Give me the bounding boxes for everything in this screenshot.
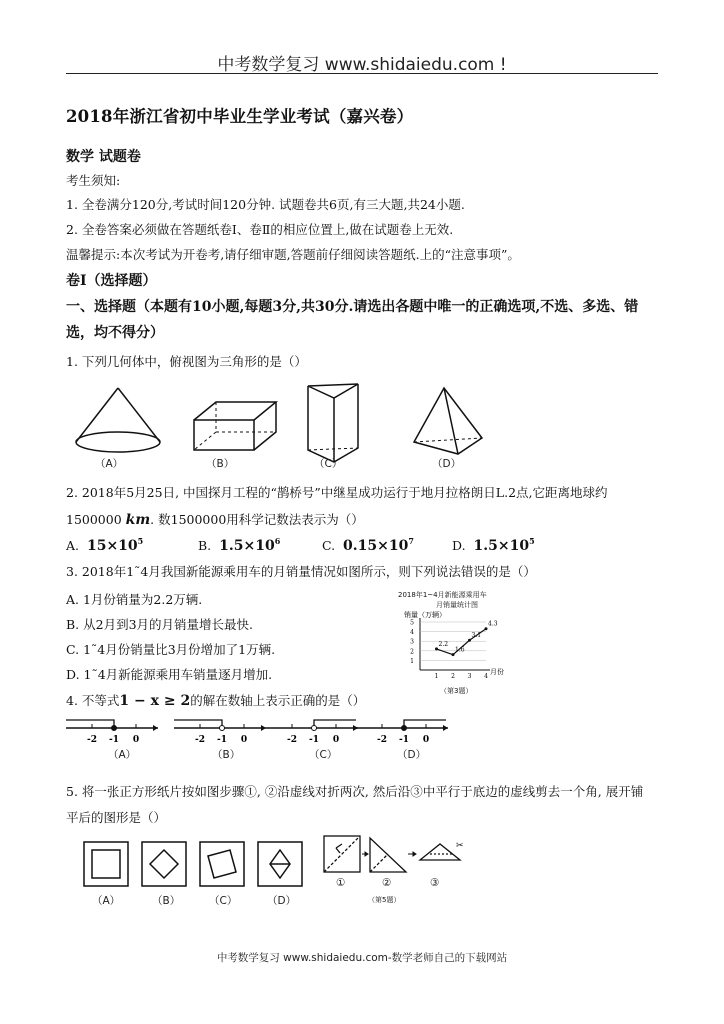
solution-ray xyxy=(174,720,222,728)
number-line-tick-label: -2 xyxy=(195,735,205,745)
header-rule xyxy=(66,73,658,74)
q2-number: 1500000 xyxy=(66,512,122,527)
number-line-tick-label: -2 xyxy=(87,735,97,745)
q5-caption-c: （C） xyxy=(209,895,238,907)
q1-caption-b: （B） xyxy=(206,458,235,470)
notice-item-1: 1. 全卷满分120分,考试时间120分钟. 试题卷共6页,有三大题,共24小题. xyxy=(66,197,465,212)
q5-caption-a: （A） xyxy=(92,895,121,907)
q3-option-c: C. 1˜4月份销量比3月份增加了1万辆. xyxy=(66,642,276,657)
number-line-tick-label: -1 xyxy=(309,735,319,745)
q2-option-b: B. $1.5\times 10^6$ xyxy=(198,536,281,554)
number-line-tick-label: 0 xyxy=(422,735,430,745)
q5-step-3-label: ③ xyxy=(430,877,440,889)
q5-step-2-label: ② xyxy=(382,877,392,889)
q5-caption-b: （B） xyxy=(152,895,181,907)
chart-x-tick-label: 4 xyxy=(484,673,488,680)
number-line-tick-label: -2 xyxy=(287,735,297,745)
chart-title-line2: 月销量统计图 xyxy=(436,601,478,609)
section-title: 卷Ⅰ（选择题） xyxy=(66,273,157,289)
chart-y-tick-label: 3 xyxy=(410,638,414,646)
number-line-tick-label: -1 xyxy=(217,735,227,745)
q2-option-a: A. $15\times 10^5$ xyxy=(66,536,144,554)
q5-step2-figure xyxy=(370,838,406,872)
q5-step1-figure xyxy=(324,836,360,872)
q5-option-d-figure xyxy=(258,842,302,886)
notice-tip: 温馨提示:本次考试为开卷考,请仔细审题,答题前仔细阅读答题纸.上的“注意事项”。 xyxy=(66,247,520,262)
q1-caption-d: （D） xyxy=(432,458,462,470)
q4-caption-c: （C） xyxy=(309,749,338,761)
q3-stem: 3. 2018年1˜4月我国新能源乘用车的月销量情况如图所示，则下列说法错误的是（） xyxy=(66,564,536,579)
chart-y-tick-label: 1 xyxy=(410,657,414,665)
number-line-arrow xyxy=(261,725,266,731)
q4-caption-d: （D） xyxy=(397,749,427,761)
q4-number-lines xyxy=(66,716,666,758)
chart-x-tick-label: 1 xyxy=(434,673,439,680)
chart-data-label: 1.6 xyxy=(455,646,465,654)
solution-ray xyxy=(314,720,356,728)
solution-ray xyxy=(404,720,446,728)
page-header: 中考数学复习 www.shidaiedu.com ! xyxy=(217,55,507,75)
q5-stem-line1: 5. 将一张正方形纸片按如图步骤①, ②沿虚线对折两次, 然后沿③中平行于底边的虚线剪去一个角, 展开铺 xyxy=(66,784,644,799)
q2-question: . 数1500000用科学记数法表示为（） xyxy=(150,512,364,527)
q4-number-line-a xyxy=(66,720,158,745)
cone-figure xyxy=(76,388,160,452)
q5-option-b-figure xyxy=(142,842,186,886)
q2-stem-line1: 2. 2018年5月25日, 中国探月工程的“鹊桥号”中继星成功运行于地月拉格朗日L.2点,它距离地球约 xyxy=(66,485,608,500)
q3-option-d: D. 1˜4月新能源乘用车销量逐月增加. xyxy=(66,667,273,682)
section-instruction-2: 选，均不得分） xyxy=(66,325,164,341)
exam-title: 2018年浙江省初中毕业生学业考试（嘉兴卷） xyxy=(66,107,414,126)
chart-x-tick-label: 2 xyxy=(451,673,455,680)
q4-stem: 4. 不等式1 − x ≥ 2的解在数轴上表示正确的是（） xyxy=(66,693,366,709)
number-line-arrow xyxy=(153,725,158,731)
q4-caption-b: （B） xyxy=(212,749,241,761)
q1-stem: 1. 下列几何体中，俯视图为三角形的是（） xyxy=(66,354,307,369)
number-line-tick-label: -1 xyxy=(109,735,119,745)
chart-ylabel: 销量（万辆） xyxy=(404,611,446,619)
solution-ray xyxy=(66,720,114,728)
solution-endpoint xyxy=(402,726,407,731)
q4-number-line-d xyxy=(356,720,448,745)
q2-stem-line2 xyxy=(66,510,364,528)
chart-y-tick-label: 4 xyxy=(410,629,414,637)
number-line-tick-label: 0 xyxy=(240,735,248,745)
q5-caption-d: （D） xyxy=(267,895,297,907)
chart-caption: （第3题） xyxy=(440,687,473,695)
chart-title-line1: 2018年1~4月新能源乘用车 xyxy=(398,591,487,599)
q2-option-c: C. $0.15\times 10^7$ xyxy=(322,536,414,554)
notice-heading: 考生须知: xyxy=(66,173,121,188)
chart-y-tick-label: 5 xyxy=(410,619,414,627)
number-line-tick-label: 0 xyxy=(132,735,140,745)
q5-option-a-figure xyxy=(84,842,128,886)
svg-text:✂: ✂ xyxy=(456,841,464,851)
solution-endpoint xyxy=(312,726,317,731)
q1-caption-a: （A） xyxy=(95,458,124,470)
q1-caption-c: （C） xyxy=(314,458,343,470)
notice-item-2: 2. 全卷答案必须做在答题纸卷Ⅰ、卷Ⅱ的相应位置上,做在试题卷上无效. xyxy=(66,222,454,237)
chart-y-tick-label: 2 xyxy=(410,648,414,656)
exam-subtitle: 数学 试题卷 xyxy=(66,149,141,165)
pyramid-figure xyxy=(414,388,482,454)
q4-caption-a: （A） xyxy=(108,749,137,761)
chart-data-label: 2.2 xyxy=(438,640,449,648)
section-instruction-1: 一、选择题（本题有10小题,每题3分,共30分.请选出各题中唯一的正确选项,不选、多选、错 xyxy=(66,299,639,315)
q5-fig-caption: （第5题） xyxy=(368,896,401,904)
q5-option-c-figure xyxy=(200,842,244,886)
q3-option-a: A. 1月份销量为2.2万辆. xyxy=(66,592,203,607)
q3-line-chart xyxy=(404,612,514,694)
q4-number-line-b xyxy=(174,720,266,745)
number-line-tick-label: 0 xyxy=(332,735,340,745)
cuboid-figure xyxy=(194,402,276,450)
number-line-arrow xyxy=(443,725,448,731)
q5-step-1-label: ① xyxy=(336,877,346,889)
chart-data-label: 4.3 xyxy=(488,620,498,628)
number-line-tick-label: -2 xyxy=(377,735,387,745)
q5-step3-figure xyxy=(420,841,464,860)
chart-xlabel: 月份 xyxy=(490,668,504,676)
solution-endpoint xyxy=(220,726,225,731)
q2-unit: km xyxy=(125,512,151,528)
chart-data-label: 3.1 xyxy=(471,632,482,640)
q4-inequality: 1 − x ≥ 2 xyxy=(119,693,191,709)
q4-number-line-c xyxy=(266,720,358,745)
page-footer: 中考数学复习 www.shidaiedu.com-数学老师自己的下载网站 xyxy=(216,952,508,964)
q5-stem-line2: 平后的图形是（） xyxy=(66,810,167,825)
chart-x-tick-label: 3 xyxy=(467,673,472,680)
solution-endpoint xyxy=(112,726,117,731)
prism-figure xyxy=(308,384,358,462)
number-line-tick-label: -1 xyxy=(399,735,409,745)
q3-option-b: B. 从2月到3月的月销量增长最快. xyxy=(66,617,254,632)
q2-option-d: D. $1.5\times 10^5$ xyxy=(452,536,535,554)
